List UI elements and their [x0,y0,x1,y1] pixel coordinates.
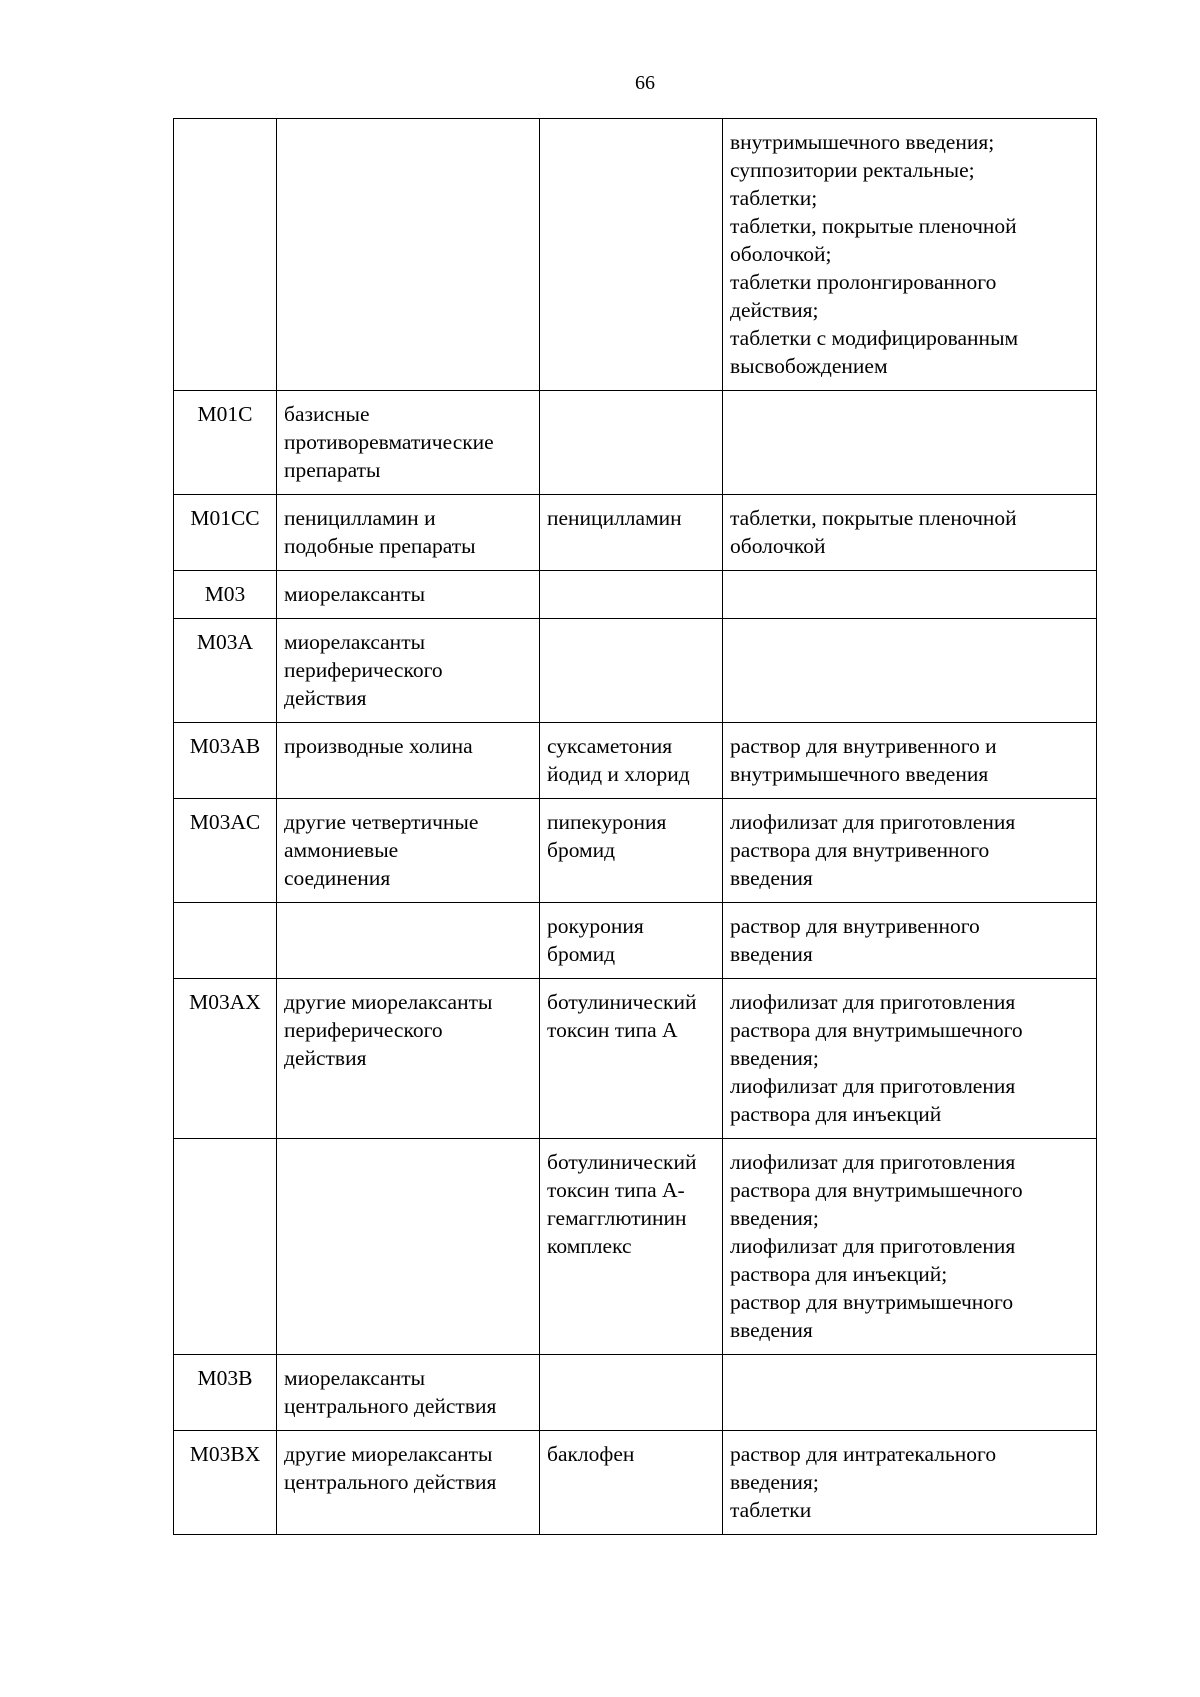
group-name-line: другие миорелаксанты [284,990,493,1014]
atc-code-cell: M03B [174,1355,277,1431]
group-name-line: другие четвертичные [284,810,479,834]
dosage-forms-line: лиофилизат для приготовления [730,810,1016,834]
group-name-line: аммониевые [284,838,399,862]
group-name-line: действия [284,1046,367,1070]
group-name-cell [277,495,540,571]
dosage-forms-cell [723,723,1097,799]
atc-code-cell [174,903,277,979]
group-name-line: периферического [284,658,443,682]
drug-name-cell [540,979,723,1139]
dosage-forms-line: раствор для внутривенного [730,914,980,938]
dosage-forms-cell [723,391,1097,495]
atc-code-cell: M03AC [174,799,277,903]
dosage-forms-line: оболочкой [730,534,826,558]
table-row [174,571,1097,619]
dosage-forms-line: таблетки [730,1498,812,1522]
dosage-forms-cell [723,1139,1097,1355]
drug-name-line: токсин типа А [547,1018,678,1042]
drug-name-cell [540,391,723,495]
dosage-forms-line: внутримышечного введения [730,762,989,786]
dosage-forms-line: раствора для инъекций [730,1102,942,1126]
dosage-forms-cell [723,979,1097,1139]
dosage-forms-line: введения; [730,1046,819,1070]
table-row [174,1355,1097,1431]
dosage-forms-cell [723,1355,1097,1431]
atc-code-cell [174,1139,277,1355]
table-row [174,799,1097,903]
atc-code-cell: M03A [174,619,277,723]
atc-code-cell: M03AX [174,979,277,1139]
dosage-forms-line: лиофилизат для приготовления [730,1150,1016,1174]
group-name-line: препараты [284,458,381,482]
atc-code-cell: M03AB [174,723,277,799]
dosage-forms-line: высвобождением [730,354,888,378]
drug-name-cell [540,495,723,571]
group-name-line: пеницилламин и [284,506,436,530]
drug-name-cell [540,723,723,799]
dosage-forms-line: раствора для внутривенного [730,838,990,862]
drug-name-cell [540,119,723,391]
atc-code-cell: M03BX [174,1431,277,1535]
drug-name-line: бромид [547,838,616,862]
atc-code-cell: M03 [174,571,277,619]
table-row [174,1139,1097,1355]
dosage-forms-line: лиофилизат для приготовления [730,990,1016,1014]
drug-name-cell [540,903,723,979]
dosage-forms-line: раствор для интратекального [730,1442,997,1466]
table-body [174,119,1097,1535]
drug-name-cell [540,571,723,619]
table-row [174,495,1097,571]
dosage-forms-line: введения [730,866,813,890]
group-name-cell [277,723,540,799]
group-name-cell [277,391,540,495]
table-row [174,119,1097,391]
dosage-forms-line: действия; [730,298,819,322]
dosage-forms-line: внутримышечного введения; [730,130,995,154]
dosage-forms-line: введения; [730,1206,819,1230]
dosage-forms-cell [723,495,1097,571]
group-name-cell [277,619,540,723]
group-name-cell [277,1355,540,1431]
group-name-line: миорелаксанты [284,582,426,606]
table-row [174,619,1097,723]
drug-name-line: баклофен [547,1442,635,1466]
dosage-forms-line: введения [730,1318,813,1342]
group-name-cell [277,1139,540,1355]
group-name-line: производные холина [284,734,473,758]
dosage-forms-line: таблетки пролонгированного [730,270,997,294]
dosage-forms-line: введения [730,942,813,966]
drug-name-line: рокурония [547,914,644,938]
dosage-forms-line: раствора для внутримышечного [730,1178,1023,1202]
dosage-forms-line: таблетки, покрытые пленочной [730,214,1017,238]
dosage-forms-line: введения; [730,1470,819,1494]
table-row [174,1431,1097,1535]
dosage-forms-cell [723,571,1097,619]
group-name-line: действия [284,686,367,710]
drug-name-line: пипекурония [547,810,667,834]
drug-name-line: токсин типа А- [547,1178,685,1202]
group-name-line: миорелаксанты [284,630,426,654]
dosage-forms-line: лиофилизат для приготовления [730,1234,1016,1258]
atc-code-cell: M01CC [174,495,277,571]
atc-code-cell: M01C [174,391,277,495]
dosage-forms-line: раствора для инъекций; [730,1262,948,1286]
drug-name-cell [540,619,723,723]
dosage-forms-line: раствор для внутримышечного [730,1290,1014,1314]
group-name-cell [277,903,540,979]
group-name-line: противоревматические [284,430,494,454]
dosage-forms-cell [723,619,1097,723]
dosage-forms-line: таблетки с модифицированным [730,326,1019,350]
group-name-line: центрального действия [284,1394,497,1418]
dosage-forms-line: раствора для внутримышечного [730,1018,1023,1042]
dosage-forms-cell [723,1431,1097,1535]
group-name-line: центрального действия [284,1470,497,1494]
dosage-forms-line: раствор для внутривенного и [730,734,997,758]
dosage-forms-line: таблетки; [730,186,818,210]
drug-name-line: ботулинический [547,990,697,1014]
drug-name-line: комплекс [547,1234,632,1258]
dosage-forms-cell [723,119,1097,391]
dosage-forms-line: лиофилизат для приготовления [730,1074,1016,1098]
dosage-forms-cell [723,799,1097,903]
group-name-cell [277,979,540,1139]
group-name-cell [277,571,540,619]
drug-name-line: бромид [547,942,616,966]
drug-name-cell [540,1139,723,1355]
table-row [174,391,1097,495]
group-name-line: подобные препараты [284,534,476,558]
drug-table [173,118,1097,1535]
table-row [174,903,1097,979]
drug-name-line: йодид и хлорид [547,762,690,786]
drug-name-line: суксаметония [547,734,673,758]
drug-name-line: ботулинический [547,1150,697,1174]
drug-name-line: гемагглютинин [547,1206,687,1230]
group-name-line: соединения [284,866,391,890]
group-name-cell [277,799,540,903]
group-name-cell [277,1431,540,1535]
drug-name-line: пеницилламин [547,506,682,530]
drug-name-cell [540,1355,723,1431]
drug-name-cell [540,799,723,903]
group-name-line: базисные [284,402,370,426]
page-number: 66 [635,72,655,94]
group-name-line: миорелаксанты [284,1366,426,1390]
table-row [174,979,1097,1139]
dosage-forms-line: оболочкой; [730,242,832,266]
dosage-forms-line: суппозитории ректальные; [730,158,975,182]
group-name-line: другие миорелаксанты [284,1442,493,1466]
atc-code-cell [174,119,277,391]
group-name-line: периферического [284,1018,443,1042]
drug-name-cell [540,1431,723,1535]
dosage-forms-line: таблетки, покрытые пленочной [730,506,1017,530]
dosage-forms-cell [723,903,1097,979]
table-row [174,723,1097,799]
group-name-cell [277,119,540,391]
